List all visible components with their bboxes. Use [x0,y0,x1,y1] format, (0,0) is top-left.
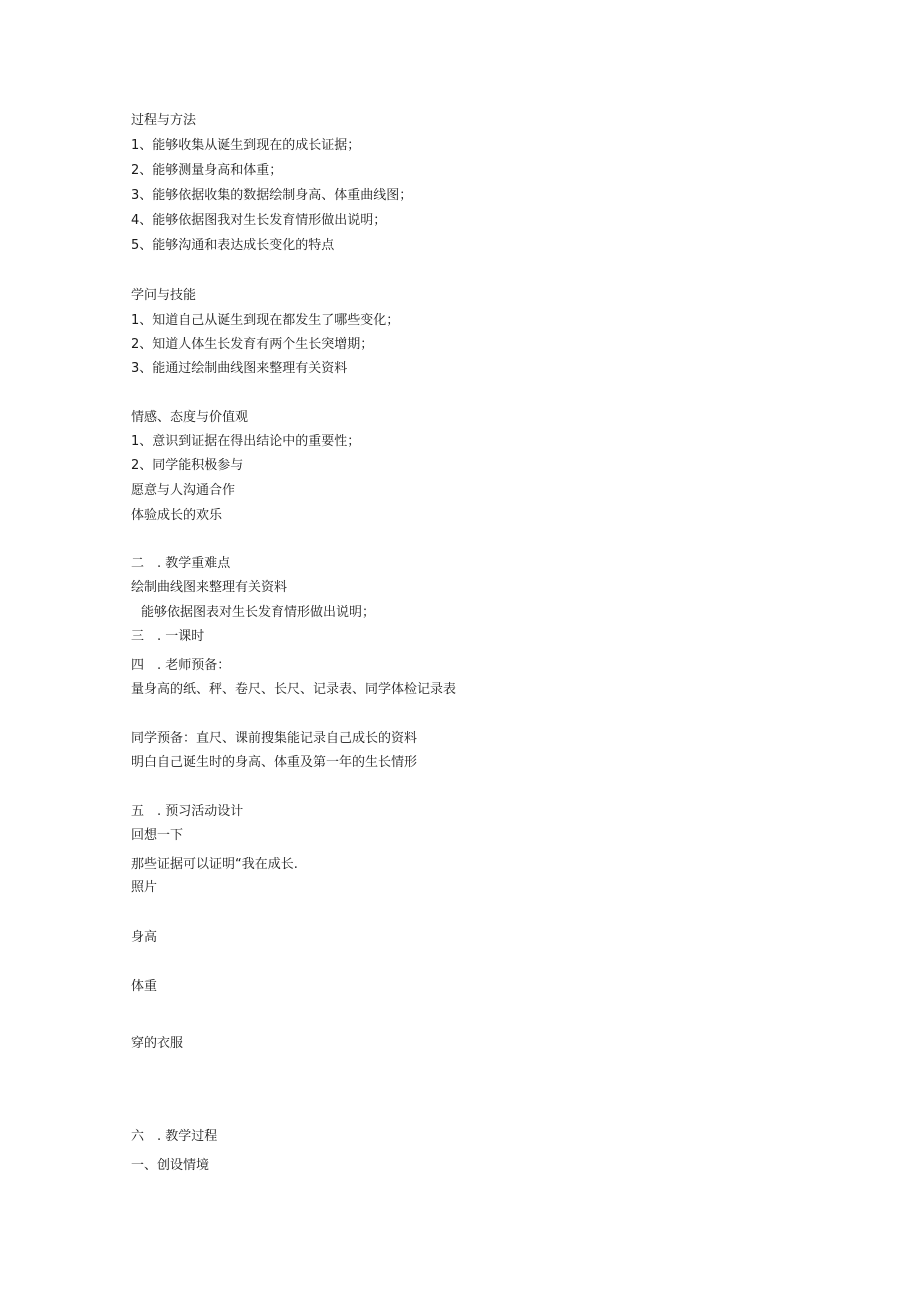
preview-item-5: 体重 [131,979,158,994]
process-item-5: 5、能够沟通和表达成长变化的特点 [131,238,335,253]
section-heading-key-points: 二 . 教学重难点 [131,556,231,571]
section-heading-knowledge: 学问与技能 [131,288,197,303]
student-prep-item-1: 同学预备：直尺、课前搜集能记录自己成长的资料 [131,731,418,746]
attitude-item-4: 体验成长的欢乐 [131,508,223,523]
teacher-prep-item-1: 量身高的纸、秤、卷尺、长尺、记录表、同学体检记录表 [131,682,457,697]
student-prep-item-2: 明白自己诞生时的身高、体重及第一年的生长情形 [131,755,418,770]
process-item-4: 4、能够依据图我对生长发育情形做出说明； [131,213,387,228]
attitude-item-3: 愿意与人沟通合作 [131,483,236,498]
section-heading-teacher-prep: 四 . 老师预备： [131,658,231,673]
knowledge-item-2: 2、知道人体生长发育有两个生长突增期； [131,337,374,352]
section-heading-attitude: 情感、态度与价值观 [131,410,249,425]
process-item-3: 3、能够依据收集的数据绘制身高、体重曲线图； [131,188,413,203]
section-heading-preview: 五 . 预习活动设计 [131,804,244,819]
teaching-process-item-1: 一、创设情境 [131,1158,210,1173]
attitude-item-2: 2、同学能积极参与 [131,458,244,473]
knowledge-item-3: 3、能通过绘制曲线图来整理有关资料 [131,361,348,376]
preview-item-6: 穿的衣服 [131,1036,184,1051]
preview-item-4: 身高 [131,930,158,945]
preview-item-1: 回想一下 [131,828,184,843]
key-point-item-1: 绘制曲线图来整理有关资料 [131,580,288,595]
process-item-1: 1、能够收集从诞生到现在的成长证据； [131,138,361,153]
knowledge-item-1: 1、知道自己从诞生到现在都发生了哪些变化； [131,313,400,328]
attitude-item-1: 1、意识到证据在得出结论中的重要性； [131,434,361,449]
section-heading-process: 过程与方法 [131,113,197,128]
process-item-2: 2、能够测量身高和体重； [131,163,283,178]
preview-item-2: 那些证据可以证明“我在成长. [131,857,298,872]
preview-item-3: 照片 [131,880,158,895]
section-heading-hours: 三 . 一课时 [131,629,205,644]
section-heading-teaching-process: 六 . 教学过程 [131,1129,218,1144]
key-point-item-2: 能够依据图表对生长发育情形做出说明； [141,605,376,620]
